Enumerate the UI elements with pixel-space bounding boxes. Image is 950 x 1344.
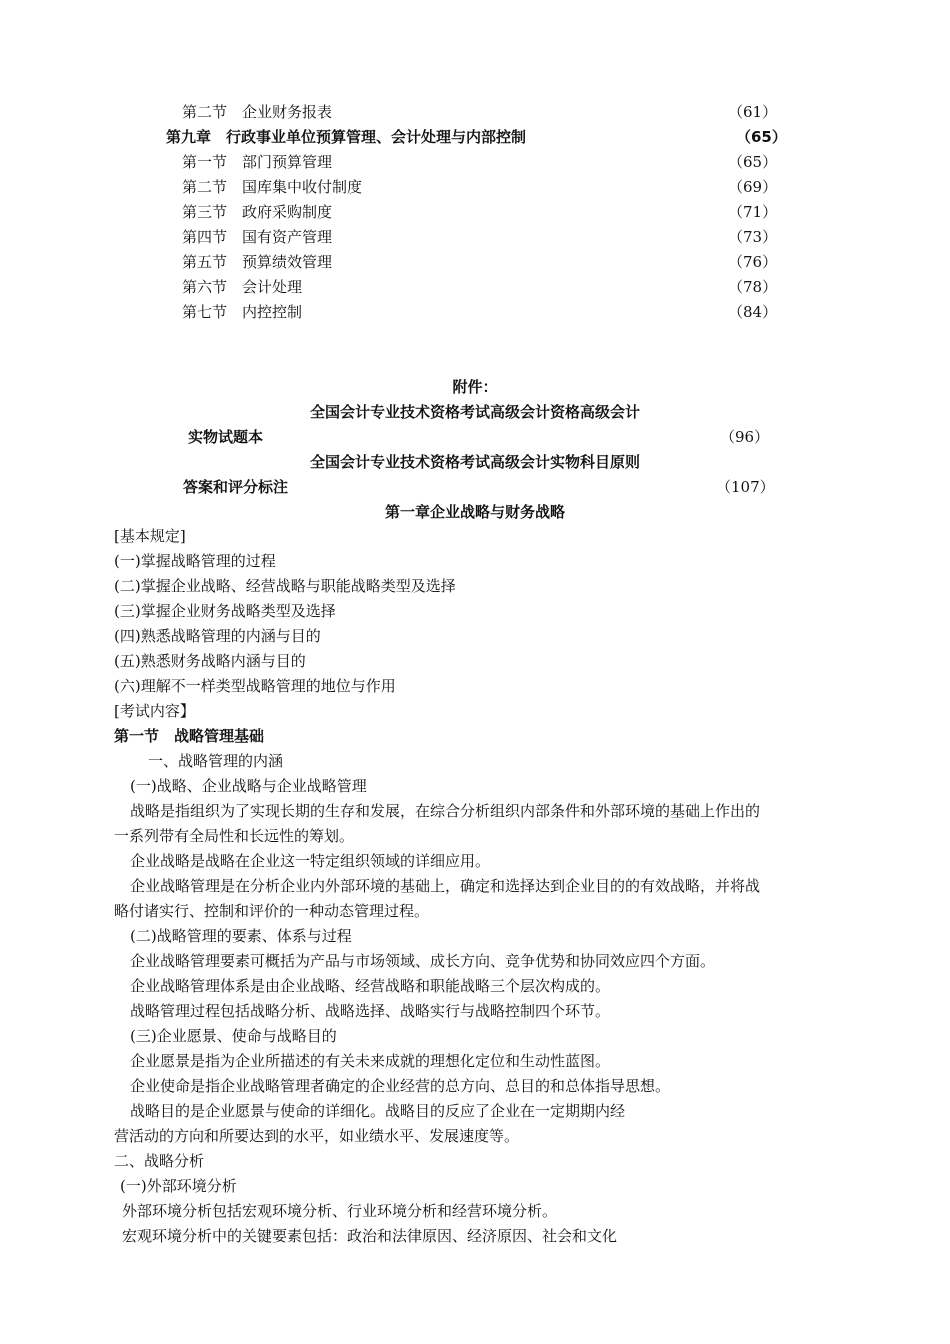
paragraph-line: 外部环境分析包括宏观环境分析、行业环境分析和经营环境分析。 xyxy=(122,1202,558,1220)
chapter-title: 第一章企业战略与财务战略 xyxy=(384,503,565,521)
paragraph-line: 宏观环境分析中的关键要素包括：政治和法律原因、经济原因、社会和文化 xyxy=(122,1227,618,1245)
paragraph-line: 企业战略管理体系是由企业战略、经营战略和职能战略三个层次构成的。 xyxy=(130,977,611,995)
exam-content-label: [考试内容】 xyxy=(114,702,195,720)
toc-entry-title: 第二节 企业财务报表 xyxy=(182,103,333,121)
appendix-item-page: （107） xyxy=(716,478,775,496)
basic-rules-label: [基本规定] xyxy=(114,527,186,545)
paragraph-line: 企业愿景是指为企业所描述的有关未来成就的理想化定位和生动性蓝图。 xyxy=(130,1052,611,1070)
toc-chapter-title: 第九章 行政事业单位预算管理、会计处理与内部控制 xyxy=(166,128,527,146)
paragraph-line: 企业战略管理要素可概括为产品与市场领域、成长方向、竞争优势和协同效应四个方面。 xyxy=(130,952,716,970)
toc-entry-page: （71） xyxy=(728,203,778,221)
toc-entry-page: （78） xyxy=(728,278,778,296)
rule-item: (四)熟悉战略管理的内涵与目的 xyxy=(114,627,321,645)
subsection-heading: 二、战略分析 xyxy=(114,1152,205,1170)
toc-entry-page: （84） xyxy=(728,303,778,321)
toc-row xyxy=(0,252,950,276)
toc-entry-page: （76） xyxy=(728,253,778,271)
paragraph-line: 战略管理过程包括战略分析、战略选择、战略实行与战略控制四个环节。 xyxy=(130,1002,611,1020)
toc-row xyxy=(0,277,950,301)
paragraph-line: 一系列带有全局性和长远性的筹划。 xyxy=(114,827,355,845)
paragraph-line: 略付诸实行、控制和评价的一种动态管理过程。 xyxy=(114,902,430,920)
toc-entry-page: （69） xyxy=(728,178,778,196)
subsection-heading: (一)外部环境分析 xyxy=(120,1177,237,1195)
appendix-heading: 附件： xyxy=(452,378,498,396)
rule-item: (三)掌握企业财务战略类型及选择 xyxy=(114,602,336,620)
subsection-heading: 一、战略管理的内涵 xyxy=(148,752,284,770)
toc-entry-title: 第六节 会计处理 xyxy=(182,278,303,296)
paragraph-line: 企业使命是指企业战略管理者确定的企业经营的总方向、总目的和总体指导思想。 xyxy=(130,1077,671,1095)
toc-entry-page: （65） xyxy=(728,153,778,171)
section-heading: 第一节 战略管理基础 xyxy=(114,727,265,745)
toc-entry-title: 第一节 部门预算管理 xyxy=(182,153,333,171)
toc-entry-title: 第三节 政府采购制度 xyxy=(182,203,333,221)
toc-chapter-row xyxy=(0,127,950,151)
rule-item: (一)掌握战略管理的过程 xyxy=(114,552,276,570)
paragraph-line: 战略目的是企业愿景与使命的详细化。战略目的反应了企业在一定期期内经 xyxy=(130,1102,626,1120)
toc-row xyxy=(0,102,950,126)
toc-row xyxy=(0,227,950,251)
toc-row xyxy=(0,202,950,226)
subsection-heading: (二)战略管理的要素、体系与过程 xyxy=(130,927,352,945)
appendix-item-line: 实物试题本 xyxy=(188,428,264,446)
subsection-heading: (三)企业愿景、使命与战略目的 xyxy=(130,1027,337,1045)
toc-row xyxy=(0,177,950,201)
appendix-item-line: 全国会计专业技术资格考试高级会计资格高级会计 xyxy=(309,403,640,421)
toc-row xyxy=(0,152,950,176)
toc-row xyxy=(0,302,950,326)
paragraph-line: 战略是指组织为了实现长期的生存和发展，在综合分析组织内部条件和外部环境的基础上作出的 xyxy=(130,802,761,820)
toc-entry-page: （73） xyxy=(728,228,778,246)
toc-entry-title: 第二节 国库集中收付制度 xyxy=(182,178,363,196)
toc-entry-title: 第七节 内控控制 xyxy=(182,303,303,321)
toc-chapter-page: （65） xyxy=(736,128,787,146)
toc-entry-page: （61） xyxy=(728,103,778,121)
paragraph-line: 企业战略是战略在企业这一特定组织领域的详细应用。 xyxy=(130,852,491,870)
toc-entry-title: 第四节 国有资产管理 xyxy=(182,228,333,246)
rule-item: (五)熟悉财务战略内涵与目的 xyxy=(114,652,306,670)
paragraph-line: 营活动的方向和所要达到的水平，如业绩水平、发展速度等。 xyxy=(114,1127,520,1145)
appendix-item-line: 全国会计专业技术资格考试高级会计实物科目原则 xyxy=(309,453,640,471)
paragraph-line: 企业战略管理是在分析企业内外部环境的基础上，确定和选择达到企业目的的有效战略，并将战 xyxy=(130,877,761,895)
subsection-heading: (一)战略、企业战略与企业战略管理 xyxy=(130,777,367,795)
appendix-item-line: 答案和评分标注 xyxy=(183,478,289,496)
rule-item: (六)理解不一样类型战略管理的地位与作用 xyxy=(114,677,396,695)
appendix-item-page: （96） xyxy=(720,428,770,446)
rule-item: (二)掌握企业战略、经营战略与职能战略类型及选择 xyxy=(114,577,456,595)
toc-entry-title: 第五节 预算绩效管理 xyxy=(182,253,333,271)
